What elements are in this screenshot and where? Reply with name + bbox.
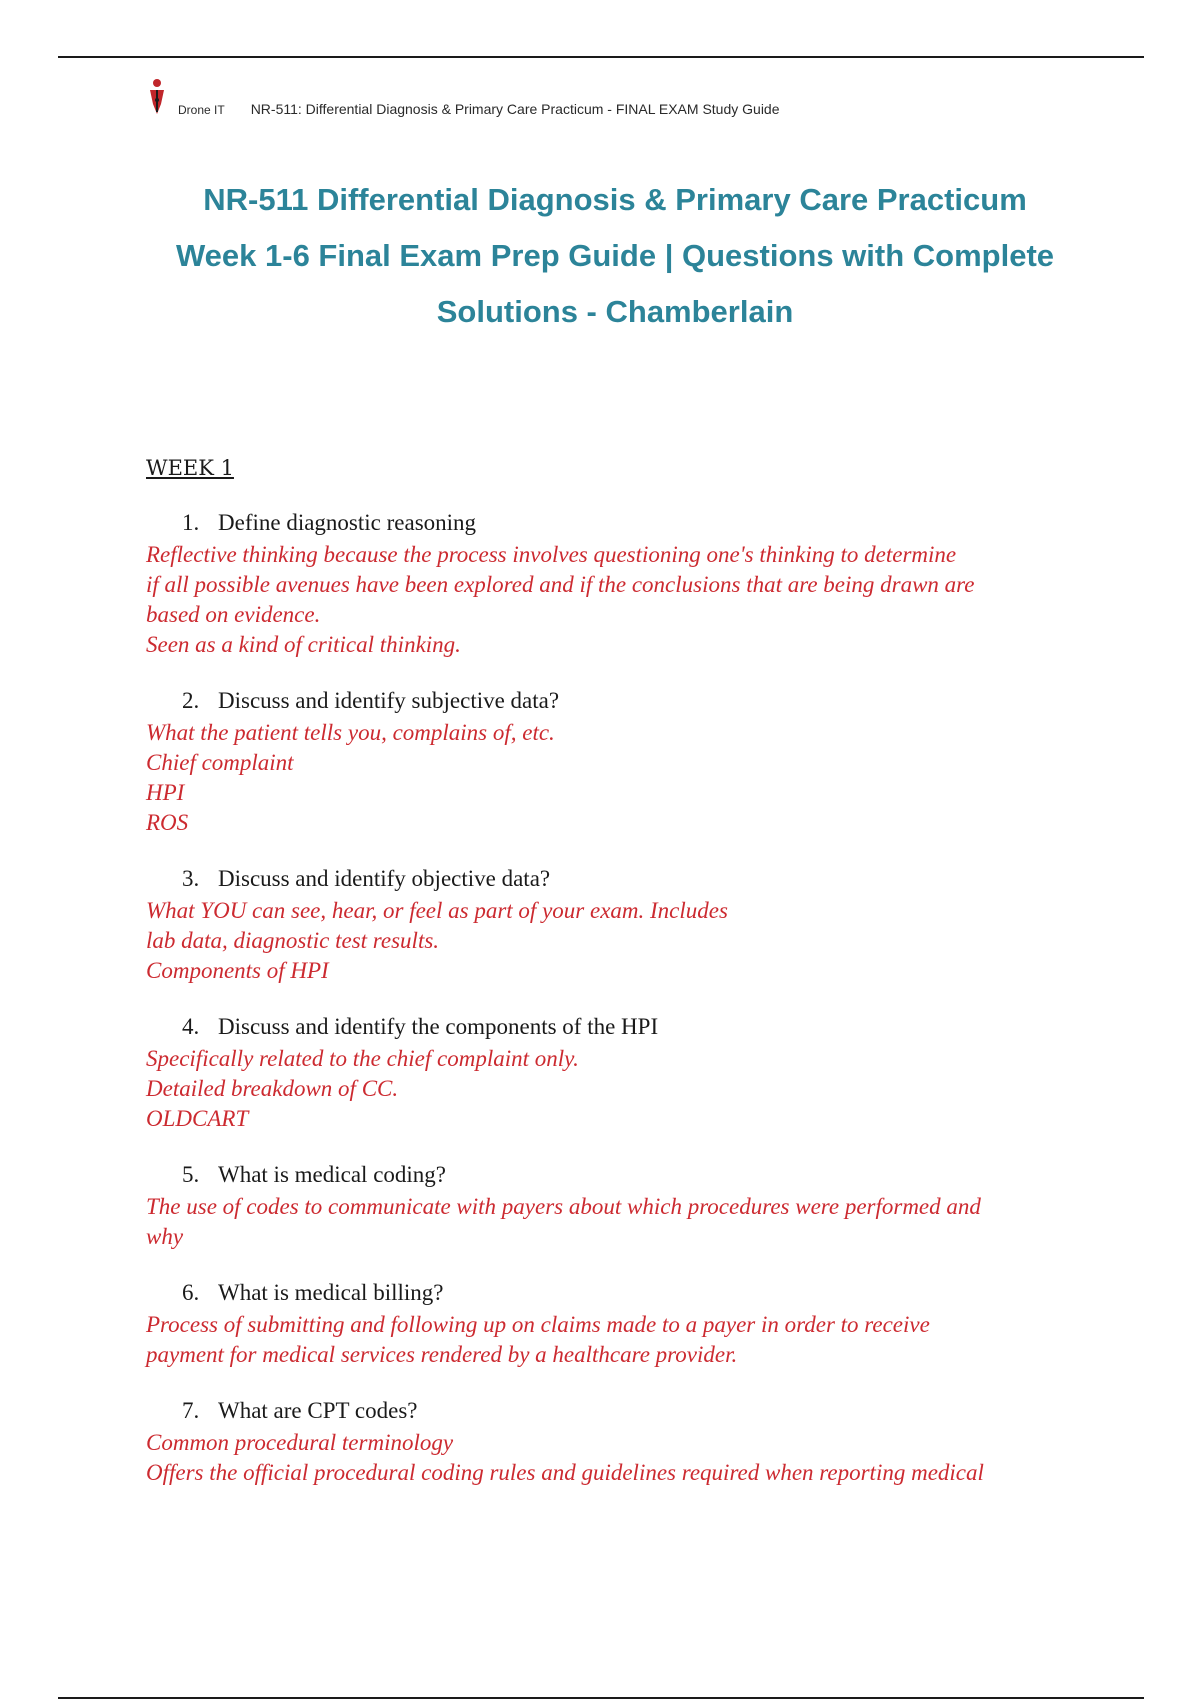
answer-line: payment for medical services rendered by a healthcare provider. [146,1342,738,1367]
answer-line: Process of submitting and following up on claims made to a payer in order to receive [146,1312,930,1337]
question-text [146,1160,1096,1190]
brand-name: Drone IT [178,103,225,117]
question-item [146,864,1096,986]
question-number: 5. [182,1162,200,1187]
answer-line: What YOU can see, hear, or feel as part of your exam. Includes [146,898,728,923]
question-number: 2. [182,688,200,713]
question-label: What is medical billing? [218,1280,444,1305]
study-guide-content [146,456,1096,1514]
question-text [146,686,1096,716]
question-number: 7. [182,1398,200,1423]
answer-line: Reflective thinking because the process involves questioning one's thinking to determine [146,542,957,567]
question-item [146,1396,1096,1488]
question-item [146,508,1096,660]
bottom-rule [58,1697,1144,1699]
question-label: Discuss and identify subjective data? [218,688,560,713]
answer-line: why [146,1224,184,1249]
question-label: Discuss and identify the components of the HPI [218,1014,659,1039]
question-text [146,1278,1096,1308]
question-item [146,686,1096,838]
pen-nib-logo-icon [146,78,168,118]
question-text [146,1396,1096,1426]
answer-line: lab data, diagnostic test results. [146,928,440,953]
question-label: Discuss and identify objective data? [218,866,551,891]
answer-line: Specifically related to the chief complaint only. [146,1046,579,1071]
answer-line: ROS [146,810,189,835]
question-item [146,1278,1096,1370]
answer-line: Chief complaint [146,750,294,775]
question-number: 4. [182,1014,200,1039]
week-heading: WEEK 1 [146,456,234,480]
answer-line: What the patient tells you, complains of, etc. [146,720,555,745]
answer-line: HPI [146,780,185,805]
question-label: Define diagnostic reasoning [218,510,477,535]
answer-line: Seen as a kind of critical thinking. [146,632,461,657]
question-text [146,1012,1096,1042]
question-number: 3. [182,866,200,891]
question-label: What are CPT codes? [218,1398,418,1423]
header-doc-title: NR-511: Differential Diagnosis & Primary Care Practicum - FINAL EXAM Study Guide [250,101,780,117]
answer-line: Common procedural terminology [146,1430,454,1455]
answer-line: Offers the official procedural coding rules and guidelines required when reporting medical [146,1460,984,1485]
answer-line: OLDCART [146,1106,249,1131]
answer-line: based on evidence. [146,602,321,627]
top-rule [58,56,1144,58]
question-text [146,864,1096,894]
answer-line: Components of HPI [146,958,329,983]
question-item [146,1012,1096,1134]
question-list [146,508,1096,1488]
document-title [120,172,1110,340]
page-header [146,78,780,118]
question-label: What is medical coding? [218,1162,447,1187]
answer-line: if all possible avenues have been explored and if the conclusions that are being drawn are [146,572,975,597]
title-line-2: Week 1-6 Final Exam Prep Guide | Questions with Complete [175,238,1055,273]
answer-line: The use of codes to communicate with payers about which procedures were performed and [146,1194,981,1219]
title-line-3: Solutions - Chamberlain [436,294,794,329]
title-line-1: NR-511 Differential Diagnosis & Primary Care Practicum [203,182,1027,217]
question-item [146,1160,1096,1252]
question-text [146,508,1096,538]
answer-line: Detailed breakdown of CC. [146,1076,399,1101]
question-number: 6. [182,1280,200,1305]
question-number: 1. [182,510,200,535]
